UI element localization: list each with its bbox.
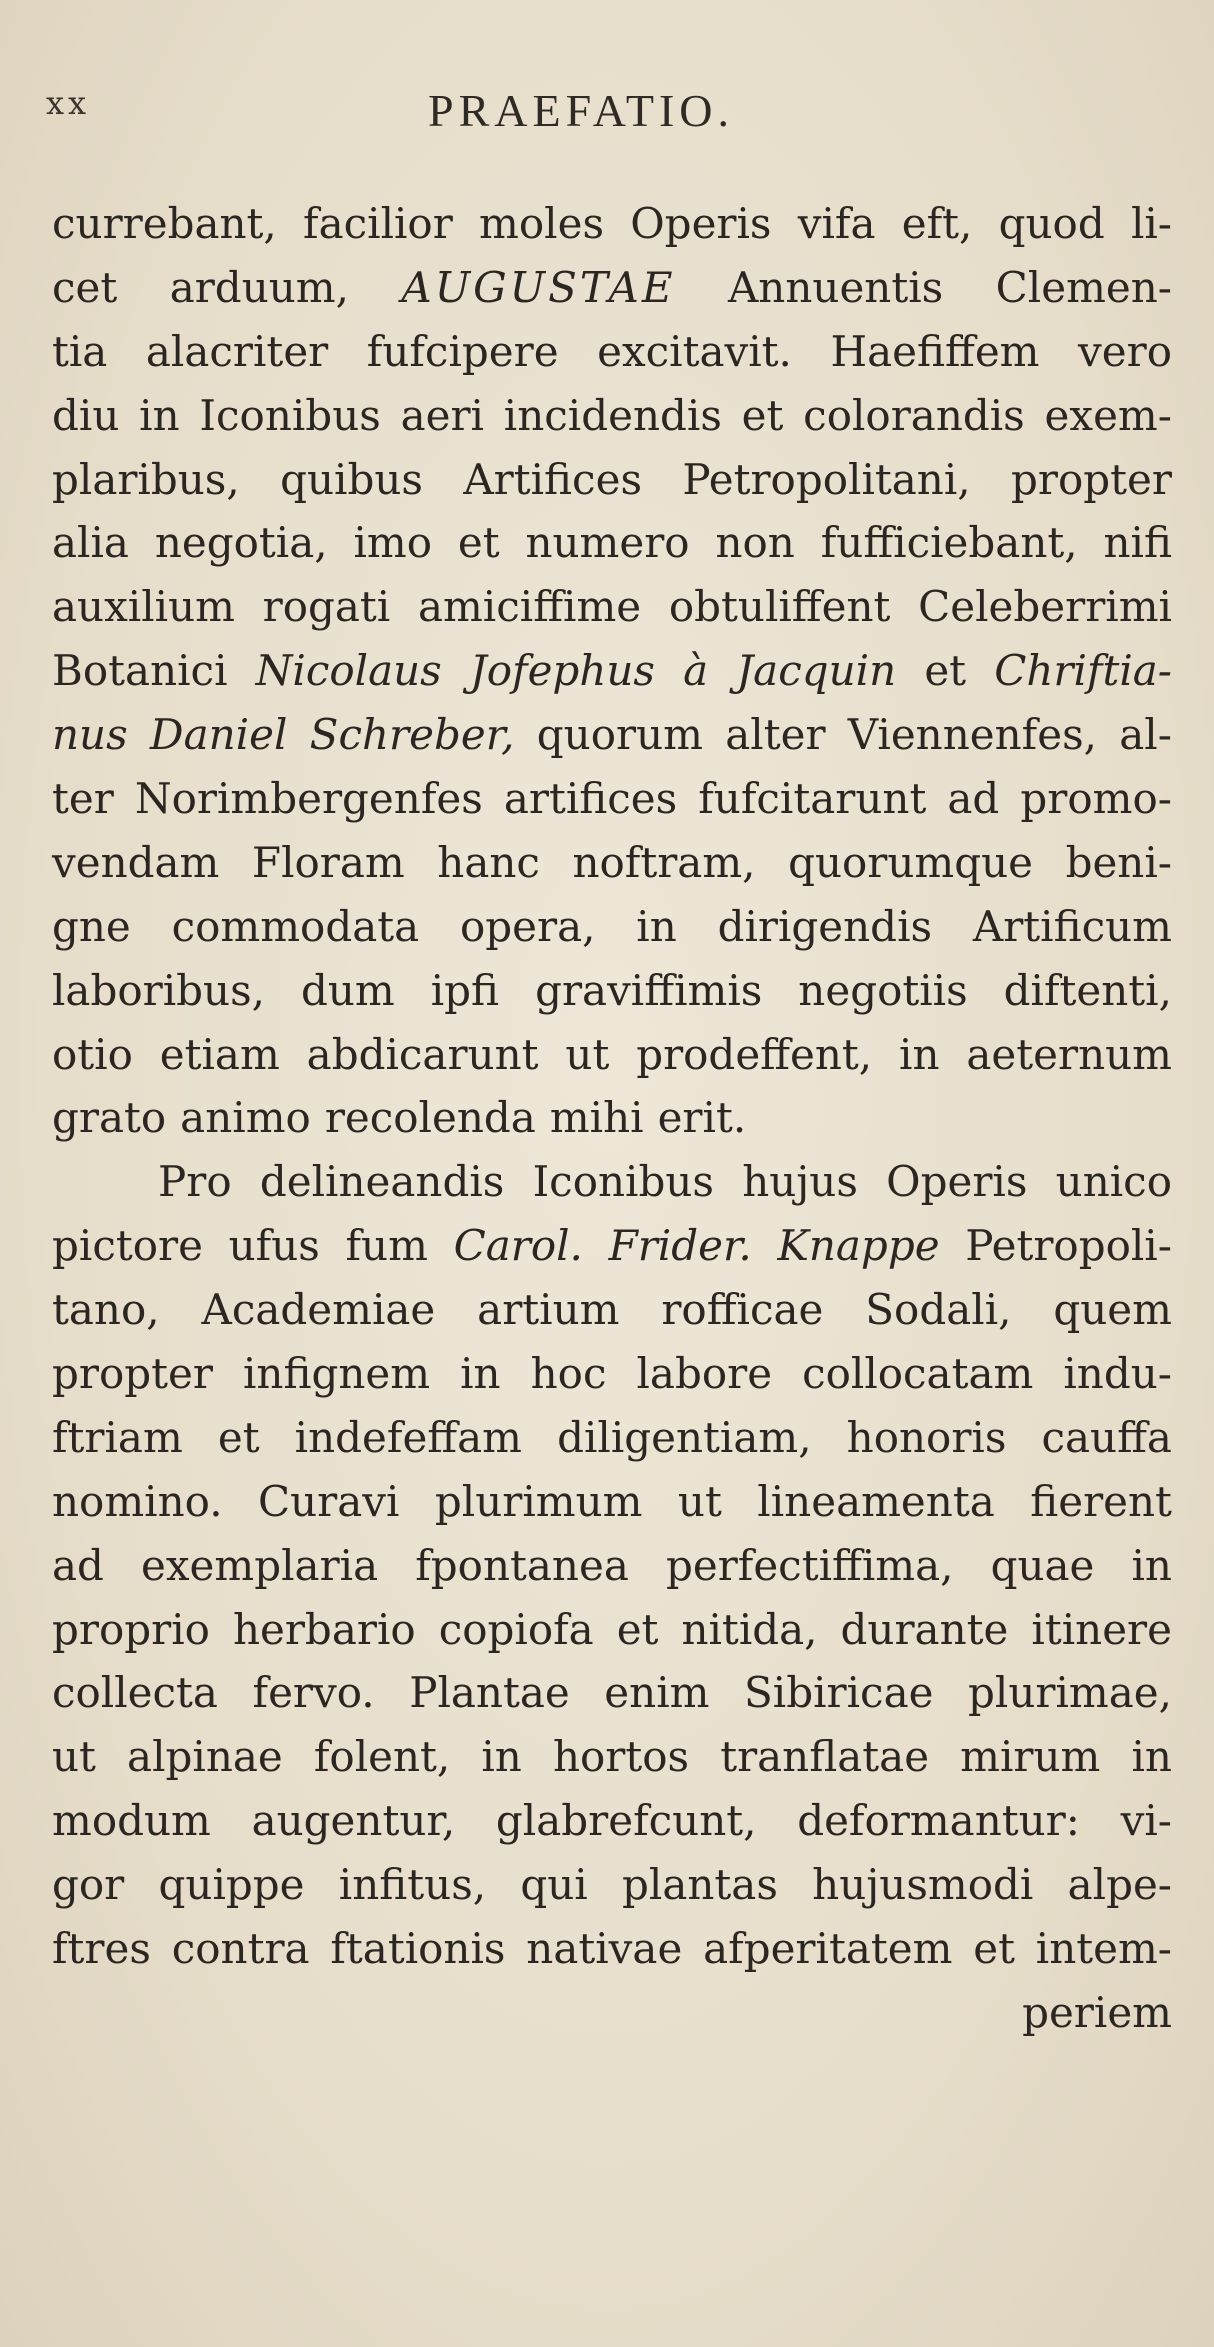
- word: intem-: [1035, 1924, 1172, 1974]
- body-text: [52, 192, 1172, 2045]
- word: promo-: [1020, 774, 1172, 824]
- word: prodeffent,: [636, 1029, 873, 1079]
- word: ut: [565, 1029, 610, 1079]
- word: Petropoli-: [965, 1221, 1172, 1271]
- word: vendam: [52, 837, 220, 887]
- text-line: [52, 1917, 1172, 1981]
- word: tia: [52, 326, 108, 376]
- word: Chriftia-: [994, 646, 1172, 696]
- word: negotiis: [798, 965, 968, 1015]
- text-line: [52, 1853, 1172, 1917]
- word: opera,: [459, 901, 596, 951]
- word: auxilium: [52, 582, 235, 632]
- word: et: [973, 1924, 1015, 1974]
- word: al-: [1119, 710, 1172, 760]
- word: quippe: [158, 1860, 305, 1910]
- word: negotia,: [154, 518, 328, 568]
- word: currebant,: [52, 199, 277, 248]
- word: mihi: [549, 1093, 644, 1143]
- word: li-: [1130, 199, 1172, 248]
- text-line: [52, 448, 1172, 512]
- word: aeternum: [966, 1029, 1172, 1079]
- word: hujusmodi: [812, 1860, 1034, 1910]
- text-line: [52, 192, 1172, 256]
- word: labore: [636, 1349, 773, 1399]
- word: in: [481, 1732, 522, 1782]
- word: glabrefcunt,: [495, 1796, 757, 1846]
- word: ad: [947, 774, 1000, 824]
- word: obtuliffent: [668, 582, 891, 632]
- word: Petropolitani,: [682, 454, 971, 504]
- text-line: [52, 511, 1172, 575]
- word: nativae: [526, 1924, 683, 1974]
- word: AUGUSTAE: [401, 262, 676, 312]
- word: diftenti,: [1003, 965, 1172, 1015]
- word: gor: [52, 1860, 125, 1910]
- text-line: [52, 767, 1172, 831]
- word: Haefiffem: [830, 326, 1040, 376]
- word: hanc: [437, 837, 540, 887]
- word: durante: [840, 1604, 1009, 1654]
- word: dum: [300, 965, 395, 1015]
- word: Nicolaus: [255, 646, 442, 696]
- word: itinere: [1031, 1604, 1172, 1654]
- word: perfectiffima,: [665, 1540, 954, 1590]
- word: amiciffime: [417, 582, 642, 632]
- word: fufficiebant,: [820, 518, 1078, 568]
- word: colorandis: [803, 390, 1025, 440]
- word: grato: [52, 1093, 167, 1143]
- text-line: [52, 959, 1172, 1023]
- word: hoc: [530, 1349, 607, 1399]
- word: in: [139, 390, 180, 440]
- word: nifi: [1103, 518, 1172, 568]
- word: quod: [998, 199, 1105, 248]
- word: ftriam: [52, 1412, 183, 1462]
- word: Knappe: [777, 1221, 940, 1271]
- word: graviffimis: [535, 965, 763, 1015]
- word: recolenda: [324, 1093, 536, 1143]
- word: in: [636, 901, 677, 951]
- word: cauffa: [1041, 1412, 1172, 1462]
- word: dirigendis: [717, 901, 933, 951]
- word: gne: [52, 901, 131, 951]
- word: Botanici: [52, 646, 228, 696]
- text-line: [52, 1023, 1172, 1087]
- word: plurimae,: [968, 1668, 1172, 1718]
- word: contra: [171, 1924, 310, 1974]
- word: numero: [525, 518, 690, 568]
- word: alter: [725, 710, 826, 760]
- word: proprio: [52, 1604, 210, 1654]
- text-line: [52, 256, 1172, 320]
- word: Pro: [158, 1157, 232, 1207]
- text-line: [52, 575, 1172, 639]
- word: fierent: [1030, 1476, 1172, 1526]
- text-line: [52, 1278, 1172, 1342]
- word: Academiae: [201, 1285, 436, 1335]
- word: fufcitarunt: [698, 774, 927, 824]
- word: fervo.: [252, 1668, 375, 1718]
- word: nomino.: [52, 1476, 223, 1526]
- word: et: [616, 1604, 659, 1654]
- word: propter: [52, 1349, 213, 1399]
- word: abdicarunt: [306, 1029, 539, 1079]
- word: rogati: [262, 582, 391, 632]
- word: folent,: [313, 1732, 451, 1782]
- word: etiam: [159, 1029, 280, 1079]
- word: alacriter: [145, 326, 329, 376]
- word: Annuentis: [727, 262, 944, 312]
- word: quem: [1053, 1285, 1172, 1335]
- word: Jacquin: [736, 646, 897, 696]
- word: ipfi: [430, 965, 500, 1015]
- word: excitavit.: [597, 326, 792, 376]
- word: artifices: [503, 774, 678, 824]
- word: ftationis: [330, 1924, 506, 1974]
- word: non: [715, 518, 795, 568]
- text-line: [52, 831, 1172, 895]
- word: Frider.: [608, 1221, 752, 1271]
- word: erit.: [657, 1093, 747, 1143]
- word: ufus: [228, 1221, 320, 1271]
- text-line: [52, 1789, 1172, 1853]
- word: Iconibus: [199, 390, 381, 440]
- word: Operis: [886, 1157, 1028, 1207]
- word: plantas: [622, 1860, 778, 1910]
- text-line: [52, 703, 1172, 767]
- word: Floram: [251, 837, 405, 887]
- word: vero: [1078, 326, 1172, 376]
- word: animo: [180, 1093, 311, 1143]
- word: ter: [52, 774, 114, 824]
- word: quorum: [536, 710, 703, 760]
- word: modum: [52, 1796, 211, 1846]
- word: exem-: [1044, 390, 1172, 440]
- word: Iconibus: [532, 1157, 714, 1207]
- word: alpe-: [1067, 1860, 1172, 1910]
- word: Sodali,: [865, 1285, 1012, 1335]
- word: ftres: [52, 1924, 151, 1974]
- text-line: [52, 1406, 1172, 1470]
- word: Operis: [630, 199, 772, 248]
- word: Jofephus: [469, 646, 655, 696]
- word: facilior: [303, 199, 453, 248]
- word: Curavi: [257, 1476, 400, 1526]
- word: commodata: [171, 901, 420, 951]
- word: collocatam: [802, 1349, 1034, 1399]
- word: quibus: [280, 454, 423, 504]
- text-line: [52, 1534, 1172, 1598]
- word: indu-: [1063, 1349, 1172, 1399]
- word: vifa: [797, 199, 876, 248]
- word: ut: [677, 1476, 722, 1526]
- page-number: xx: [46, 84, 91, 122]
- word: otio: [52, 1029, 133, 1079]
- word: in: [1131, 1732, 1172, 1782]
- word: pictore: [52, 1221, 203, 1271]
- text-line: [52, 639, 1172, 703]
- word: moles: [479, 199, 605, 248]
- word: Plantae: [409, 1668, 570, 1718]
- word: cet: [52, 262, 118, 312]
- word: copiofa: [438, 1604, 594, 1654]
- text-line: [52, 1342, 1172, 1406]
- word: collecta: [52, 1668, 218, 1718]
- catchword: periem: [1022, 1987, 1172, 2037]
- word: hujus: [742, 1157, 858, 1207]
- word: beni-: [1065, 837, 1172, 887]
- word: propter: [1011, 454, 1172, 504]
- word: mirum: [960, 1732, 1101, 1782]
- word: honoris: [846, 1412, 1007, 1462]
- word: Daniel: [149, 710, 288, 760]
- word: indefeffam: [294, 1412, 523, 1462]
- word: artium: [477, 1285, 620, 1335]
- word: in: [1131, 1540, 1172, 1590]
- word: plaribus,: [52, 454, 240, 504]
- word: hortos: [552, 1732, 690, 1782]
- word: noftram,: [572, 837, 756, 887]
- text-line: [52, 1725, 1172, 1789]
- word: infitus,: [338, 1860, 487, 1910]
- word: Clemen-: [995, 262, 1172, 312]
- text-line: [52, 1086, 1172, 1150]
- word: et: [924, 646, 967, 696]
- word: qui: [520, 1860, 588, 1910]
- word: et: [741, 390, 784, 440]
- text-line: [52, 1150, 1172, 1214]
- word: Norimbergenfes: [134, 774, 483, 824]
- word: afperitatem: [703, 1924, 953, 1974]
- word: lineamenta: [757, 1476, 995, 1526]
- word: rofficae: [661, 1285, 824, 1335]
- word: ad: [52, 1540, 104, 1590]
- word: quae: [990, 1540, 1095, 1590]
- word: Viennenfes,: [847, 710, 1097, 760]
- word: fufcipere: [366, 326, 559, 376]
- word: infignem: [242, 1349, 431, 1399]
- catchword-line: [52, 1981, 1172, 2045]
- word: eft,: [901, 199, 973, 248]
- word: delineandis: [259, 1157, 505, 1207]
- text-line: [52, 1598, 1172, 1662]
- word: diu: [52, 390, 120, 440]
- word: tranflatae: [720, 1732, 930, 1782]
- word: Sibiricae: [744, 1668, 934, 1718]
- word: vi-: [1120, 1796, 1172, 1846]
- word: nitida,: [681, 1604, 818, 1654]
- word: in: [899, 1029, 940, 1079]
- word: unico: [1055, 1157, 1172, 1207]
- word: Celeberrimi: [918, 582, 1172, 632]
- page-header: [46, 84, 1166, 144]
- word: et: [217, 1412, 260, 1462]
- running-head: PRAEFATIO.: [428, 85, 735, 136]
- word: exemplaria: [141, 1540, 379, 1590]
- word: ut: [52, 1732, 96, 1782]
- word: quorumque: [788, 837, 1034, 887]
- text-line: [52, 1661, 1172, 1725]
- word: in: [460, 1349, 501, 1399]
- word: Artifices: [463, 454, 642, 504]
- word: alpinae: [127, 1732, 283, 1782]
- text-line: [52, 1470, 1172, 1534]
- word: à: [683, 646, 709, 696]
- word: Artificum: [972, 901, 1172, 951]
- word: arduum,: [169, 262, 349, 312]
- text-line: [52, 895, 1172, 959]
- word: diligentiam,: [557, 1412, 812, 1462]
- text-line: [52, 1214, 1172, 1278]
- word: Carol.: [453, 1221, 583, 1271]
- word: herbario: [232, 1604, 416, 1654]
- word: incidendis: [503, 390, 722, 440]
- word: plurimum: [434, 1476, 643, 1526]
- word: et: [457, 518, 500, 568]
- word: deformantur:: [797, 1796, 1080, 1846]
- word: aeri: [400, 390, 484, 440]
- word: imo: [353, 518, 432, 568]
- word: laboribus,: [52, 965, 265, 1015]
- word: tano,: [52, 1285, 160, 1335]
- word: fpontanea: [415, 1540, 629, 1590]
- word: augentur,: [251, 1796, 456, 1846]
- text-line: [52, 384, 1172, 448]
- word: fum: [345, 1221, 428, 1271]
- word: nus: [52, 710, 128, 760]
- text-line: [52, 320, 1172, 384]
- word: alia: [52, 518, 129, 568]
- word: Schreber,: [309, 710, 515, 760]
- word: enim: [604, 1668, 710, 1718]
